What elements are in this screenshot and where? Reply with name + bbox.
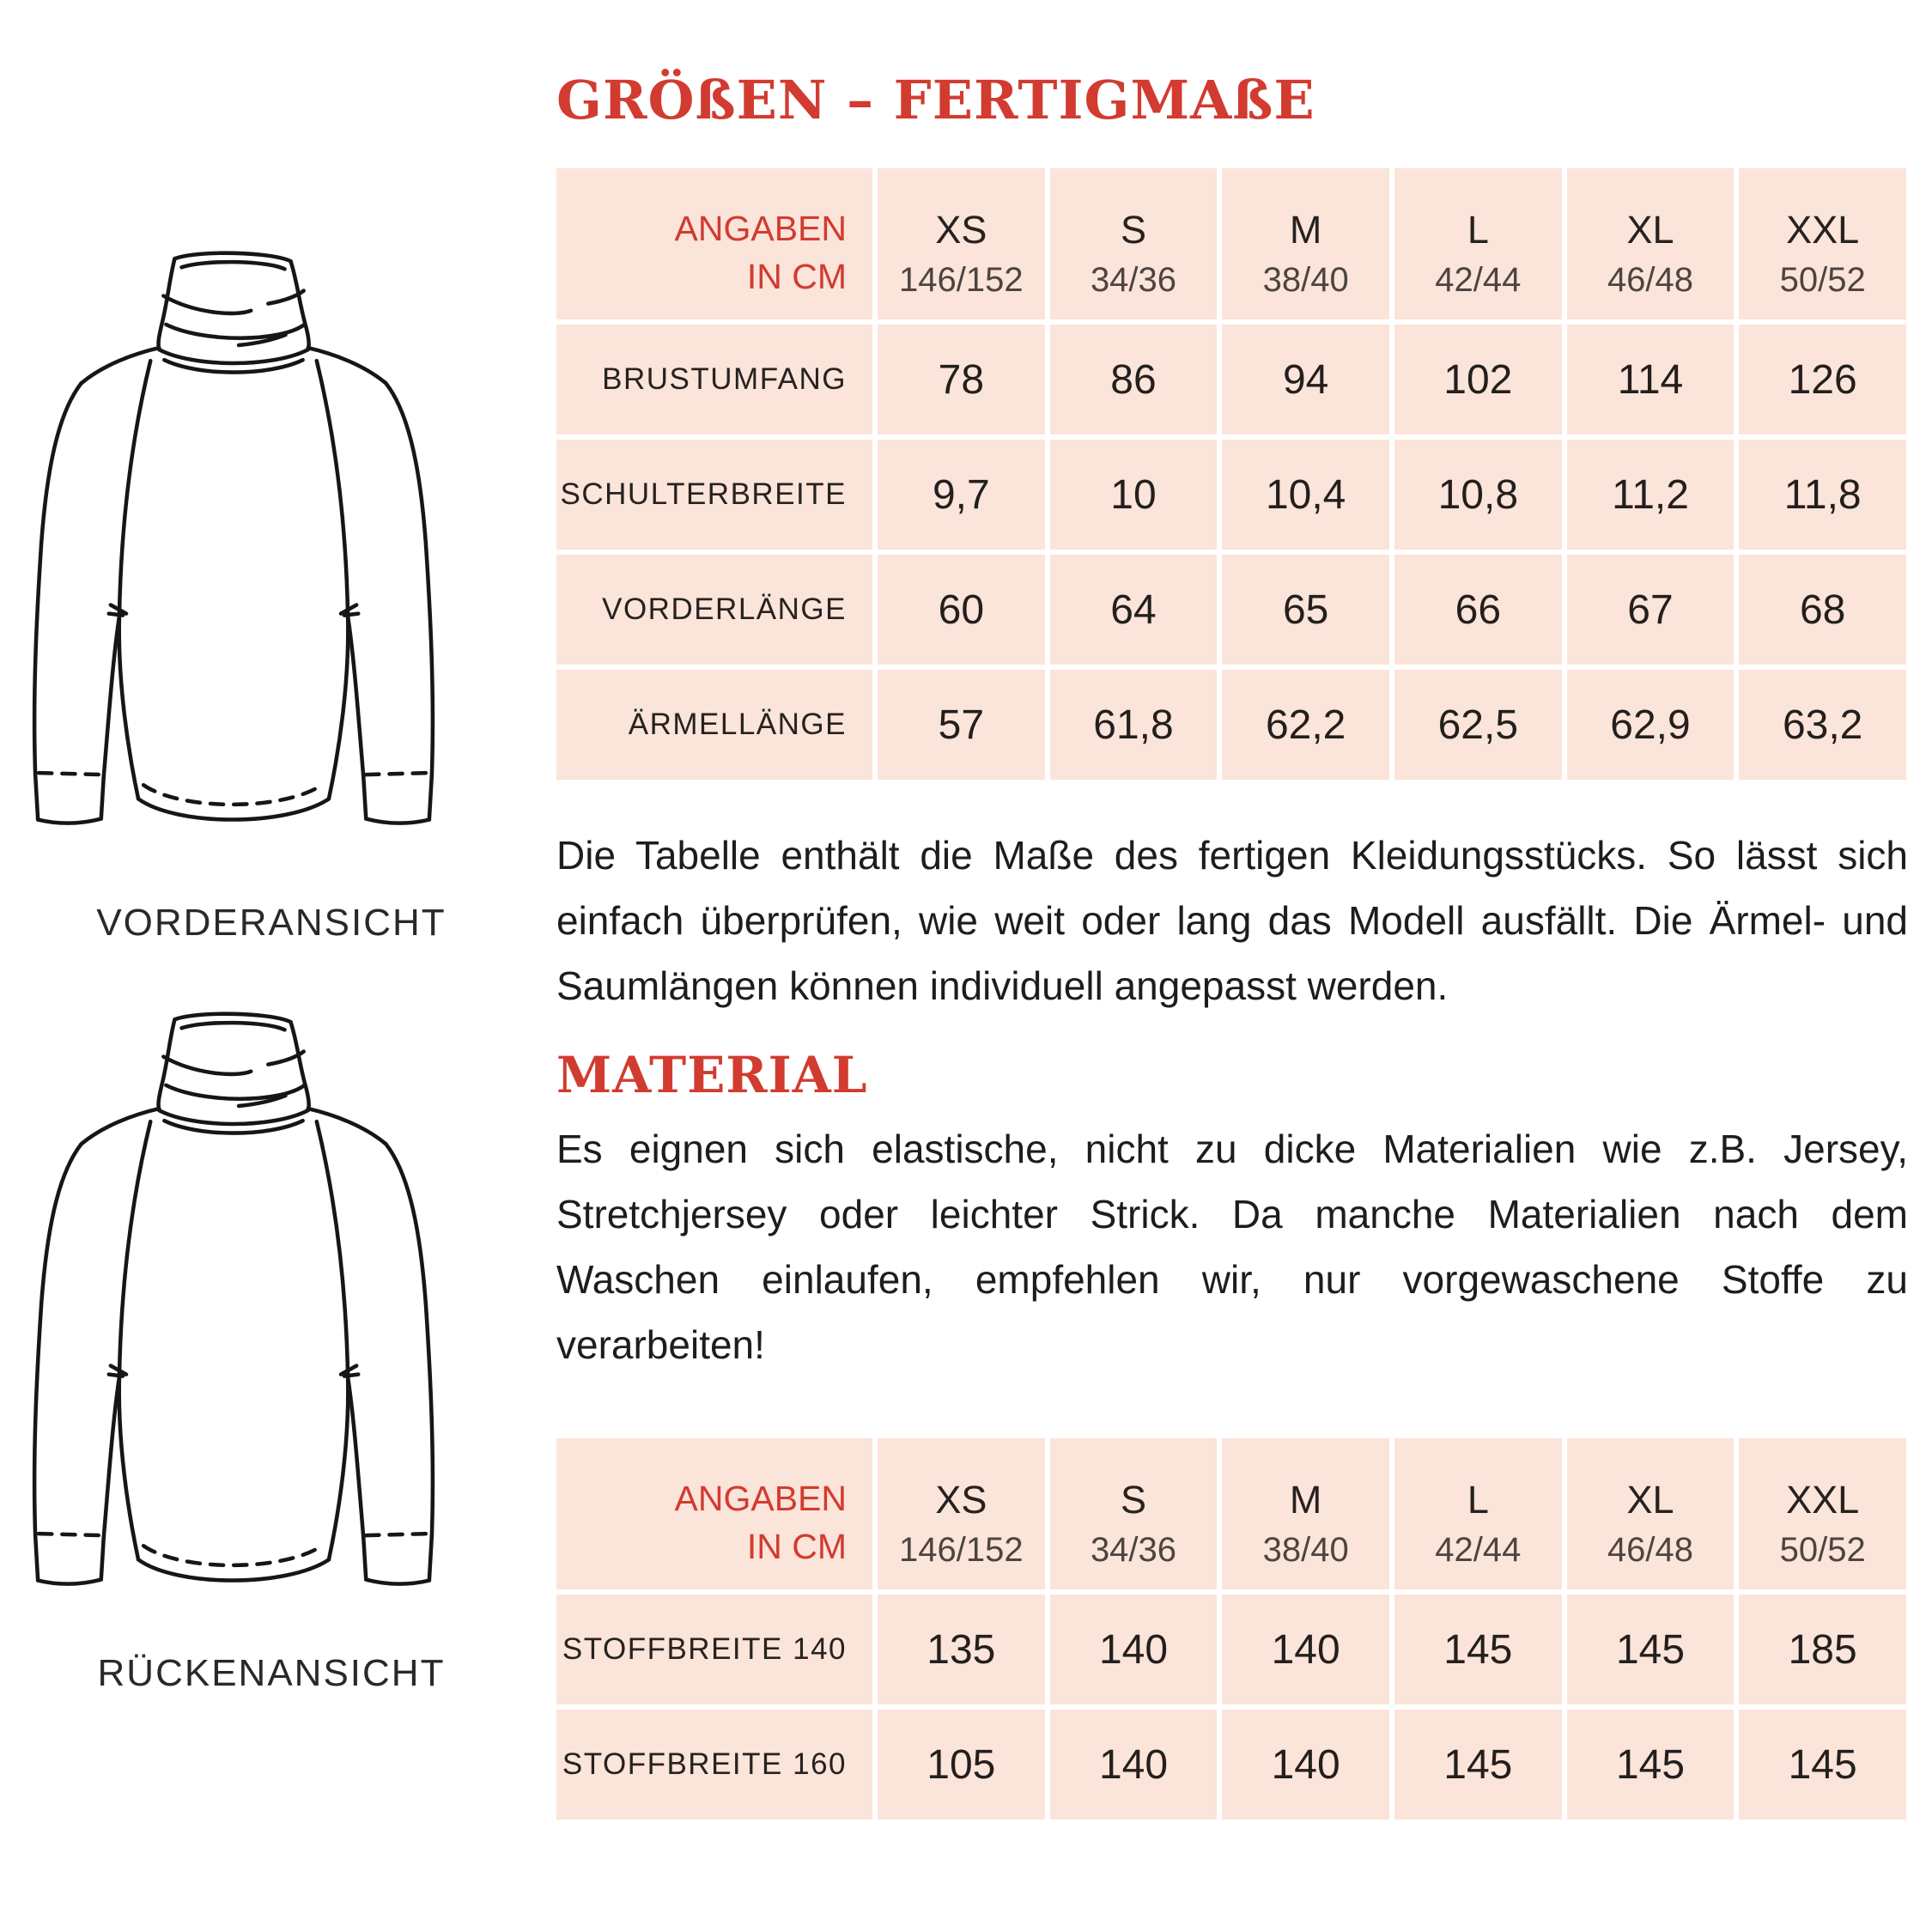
front-view-label: VORDERANSICHT <box>96 902 447 944</box>
table-corner-angaben-in-cm <box>556 168 872 319</box>
size-range: 42/44 <box>1435 260 1522 299</box>
value-cell: 61,8 <box>1050 670 1218 780</box>
row-label-cell: STOFFBREITE 160 <box>556 1710 872 1820</box>
value-cell: 102 <box>1394 325 1562 434</box>
sweater-back-illustration-icon <box>21 969 443 1656</box>
value-cell: 140 <box>1222 1710 1389 1820</box>
value-cell: 135 <box>878 1595 1045 1704</box>
value-cell: 10,4 <box>1222 440 1389 550</box>
value-cell: 11,2 <box>1567 440 1735 550</box>
size-range: 146/152 <box>899 1530 1024 1569</box>
size-column-header <box>1739 168 1906 319</box>
corner-label-line: IN CM <box>746 1527 847 1566</box>
size-label: M <box>1289 207 1322 252</box>
row-label-cell: VORDERLÄNGE <box>556 555 872 665</box>
value-cell: 78 <box>878 325 1045 434</box>
row-label-cell: SCHULTERBREITE <box>556 440 872 550</box>
value-cell: 11,8 <box>1739 440 1906 550</box>
size-range: 38/40 <box>1262 260 1349 299</box>
material-table <box>556 1438 1906 1820</box>
size-column-header <box>1567 1438 1735 1589</box>
size-range: 42/44 <box>1435 1530 1522 1569</box>
material-title: MATERIAL <box>556 1046 868 1104</box>
value-cell: 140 <box>1050 1595 1218 1704</box>
sizes-title: GRÖßEN – FERTIGMAßE <box>556 69 1315 131</box>
value-cell: 60 <box>878 555 1045 665</box>
size-range: 46/48 <box>1607 1530 1694 1569</box>
value-cell: 62,2 <box>1222 670 1389 780</box>
value-cell: 9,7 <box>878 440 1045 550</box>
size-column-header <box>1050 168 1218 319</box>
value-cell: 67 <box>1567 555 1735 665</box>
sizes-table <box>556 168 1906 780</box>
value-cell: 145 <box>1567 1710 1735 1820</box>
size-label: XS <box>935 207 987 252</box>
value-cell: 105 <box>878 1710 1045 1820</box>
sizes-paragraph: Die Tabelle enthält die Maße des fertigen Kleidungsstücks. So lässt sich einfach überprüfen, wie weit oder lang das Modell ausfällt. Die Ärmel- und Saumlängen können individuell angepasst werden. <box>556 833 1908 1008</box>
row-label-cell: STOFFBREITE 140 <box>556 1595 872 1704</box>
size-column-header <box>1222 1438 1389 1589</box>
value-cell: 140 <box>1050 1710 1218 1820</box>
value-cell: 94 <box>1222 325 1389 434</box>
value-cell: 66 <box>1394 555 1562 665</box>
corner-label-line: ANGABEN <box>674 1479 847 1518</box>
value-cell: 114 <box>1567 325 1735 434</box>
size-label: L <box>1467 1477 1489 1522</box>
size-label: S <box>1120 1477 1146 1522</box>
table-corner-angaben-in-cm <box>556 1438 872 1589</box>
value-cell: 140 <box>1222 1595 1389 1704</box>
size-label: XL <box>1626 207 1674 252</box>
sweater-front-illustration-icon <box>21 208 443 895</box>
row-label-cell: ÄRMELLÄNGE <box>556 670 872 780</box>
size-label: S <box>1120 207 1146 252</box>
size-range: 46/48 <box>1607 260 1694 299</box>
value-cell: 68 <box>1739 555 1906 665</box>
size-label: M <box>1289 1477 1322 1522</box>
size-range: 146/152 <box>899 260 1024 299</box>
size-range: 38/40 <box>1262 1530 1349 1569</box>
value-cell: 62,5 <box>1394 670 1562 780</box>
value-cell: 65 <box>1222 555 1389 665</box>
size-column-header <box>1394 1438 1562 1589</box>
size-column-header <box>1222 168 1389 319</box>
value-cell: 64 <box>1050 555 1218 665</box>
value-cell: 62,9 <box>1567 670 1735 780</box>
size-column-header <box>878 1438 1045 1589</box>
size-column-header <box>1050 1438 1218 1589</box>
corner-label-line: IN CM <box>746 257 847 296</box>
size-range: 50/52 <box>1779 1530 1866 1569</box>
value-cell: 145 <box>1739 1710 1906 1820</box>
value-cell: 57 <box>878 670 1045 780</box>
size-column-header <box>1739 1438 1906 1589</box>
material-paragraph: Es eignen sich elastische, nicht zu dicke Materialien wie z.B. Jersey, Stretchjersey oder leichter Strick. Da manche Materialien nach dem Waschen einlaufen, empfehlen wir, nur vorgewaschene Stoffe zu verarbeiten! <box>556 1127 1908 1367</box>
size-label: XXL <box>1786 1477 1860 1522</box>
corner-label-line: ANGABEN <box>674 209 847 248</box>
value-cell: 10 <box>1050 440 1218 550</box>
value-cell: 185 <box>1739 1595 1906 1704</box>
size-column-header <box>1394 168 1562 319</box>
value-cell: 10,8 <box>1394 440 1562 550</box>
size-column-header <box>1567 168 1735 319</box>
size-label: L <box>1467 207 1489 252</box>
size-range: 50/52 <box>1779 260 1866 299</box>
value-cell: 63,2 <box>1739 670 1906 780</box>
row-label-cell: BRUSTUMFANG <box>556 325 872 434</box>
back-view-label: RÜCKENANSICHT <box>97 1652 446 1694</box>
size-range: 34/36 <box>1090 260 1177 299</box>
size-label: XL <box>1626 1477 1674 1522</box>
value-cell: 86 <box>1050 325 1218 434</box>
size-range: 34/36 <box>1090 1530 1177 1569</box>
value-cell: 126 <box>1739 325 1906 434</box>
value-cell: 145 <box>1567 1595 1735 1704</box>
value-cell: 145 <box>1394 1710 1562 1820</box>
size-label: XXL <box>1786 207 1860 252</box>
value-cell: 145 <box>1394 1595 1562 1704</box>
size-column-header <box>878 168 1045 319</box>
size-label: XS <box>935 1477 987 1522</box>
